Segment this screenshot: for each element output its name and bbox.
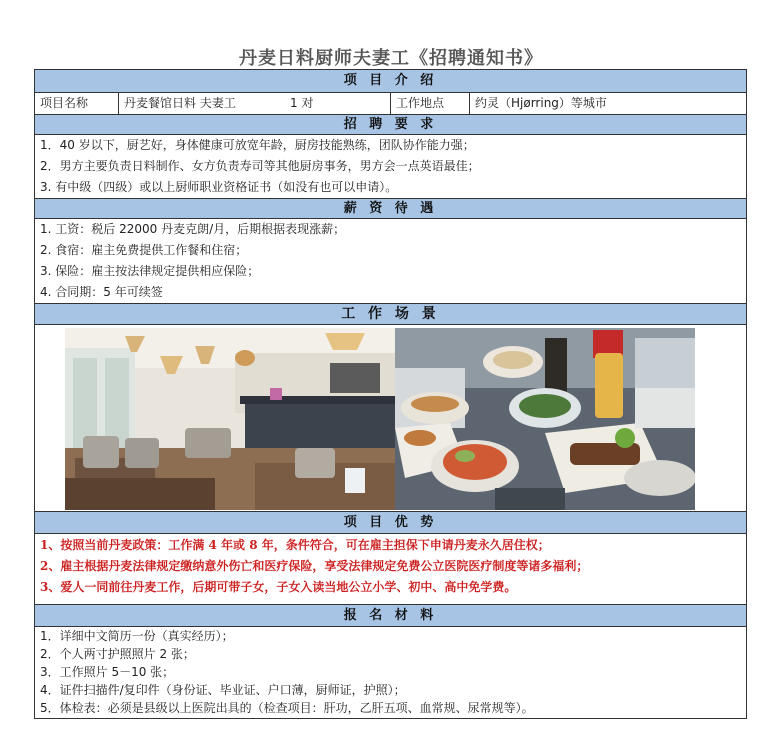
page-title: 丹麦日料厨师夫妻工《招聘通知书》	[239, 48, 543, 69]
material-item: 1．详细中文简历一份（真实经历）；	[40, 629, 234, 643]
advantage-item: 1、按照当前丹麦政策：工作满 4 年或 8 年，条件符合，可在雇主担保下申请丹麦永久居住权；	[40, 538, 550, 552]
material-item: 5．体检表：必须是县级以上医院出具的（检查项目：肝功，乙肝五项、血常规、尿常规等）。	[40, 701, 534, 715]
salary-item: 3. 保险：雇主按法律规定提供相应保险；	[40, 264, 260, 278]
project-name-label: 项目名称	[40, 96, 89, 110]
location-value: 约灵（Hjørring）等城市	[475, 96, 607, 110]
section-header-materials: 报 名 材 料	[35, 604, 746, 627]
salary-item: 1. 工资：税后 22000 丹麦克朗/月，后期根据表现涨薪；	[40, 222, 346, 236]
material-item: 4．证件扫描件/复印件（身份证、毕业证、户口薄，厨师证，护照）；	[40, 683, 406, 697]
restaurant-interior-photo	[65, 328, 395, 510]
salary-item: 4. 合同期：5 年可续签	[40, 285, 163, 299]
section-header-advantages: 项 目 优 势	[35, 511, 746, 534]
requirement-item: 1．40 岁以下，厨艺好，身体健康可放宽年龄，厨房技能熟练，团队协作能力强；	[40, 138, 475, 152]
section-header-requirements: 招 聘 要 求	[35, 114, 746, 135]
material-item: 2．个人两寸护照照片 2 张；	[40, 647, 195, 661]
project-info-row	[35, 93, 746, 114]
advantage-item: 3、爱人一同前往丹麦工作，后期可带子女，子女入读当地公立小学、初中、高中免学费。	[40, 580, 517, 594]
section-header-intro: 项 目 介 绍	[35, 70, 746, 93]
project-name-value: 丹麦餐馆日料 夫妻工	[124, 96, 236, 110]
material-item: 3．工作照片 5－10 张；	[40, 665, 175, 679]
location-label: 工作地点	[396, 96, 445, 110]
section-header-salary: 薪 资 待 遇	[35, 198, 746, 219]
project-count: 1 对	[290, 96, 314, 110]
section-header-scene: 工 作 场 景	[35, 303, 746, 325]
recruitment-table	[34, 69, 747, 719]
advantage-item: 2、雇主根据丹麦法律规定缴纳意外伤亡和医疗保险，享受法律规定免费公立医院医疗制度等诸多福利；	[40, 559, 589, 573]
requirement-item: 2．男方主要负责日料制作、女方负责寿司等其他厨房事务，男方会一点英语最佳；	[40, 159, 480, 173]
food-dishes-photo	[395, 328, 695, 510]
salary-item: 2. 食宿：雇主免费提供工作餐和住宿；	[40, 243, 248, 257]
requirement-item: 3. 有中级（四级）或以上厨师职业资格证书（如没有也可以申请）。	[40, 180, 398, 194]
